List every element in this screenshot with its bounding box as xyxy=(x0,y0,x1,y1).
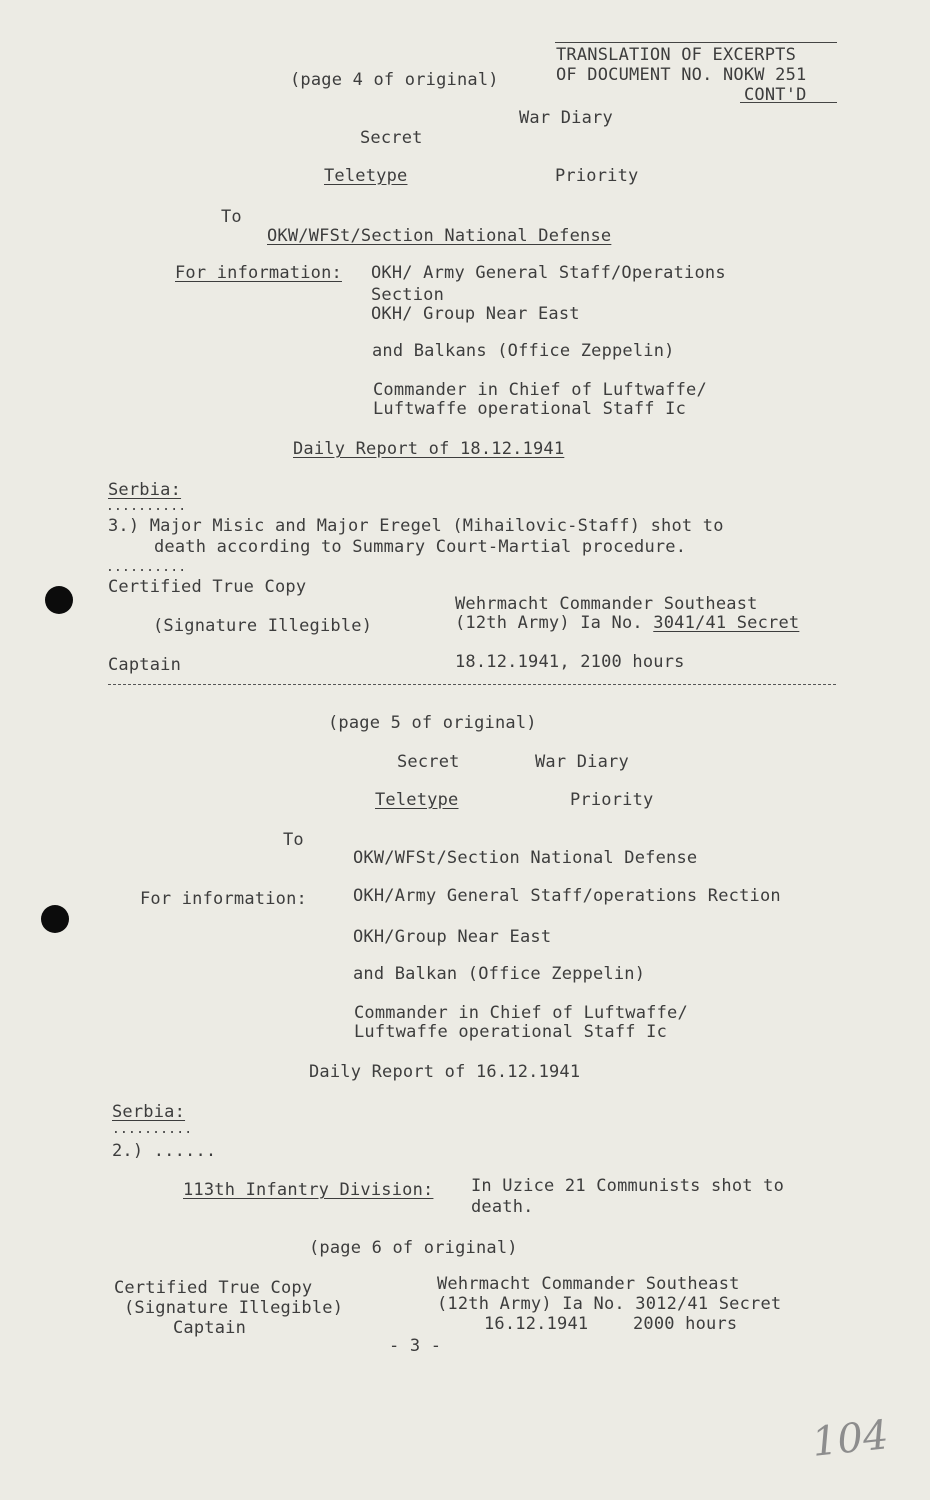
to-label: To xyxy=(283,830,304,850)
info-line: Luftwaffe operational Staff Ic xyxy=(354,1022,668,1042)
info-line: OKH/Group Near East xyxy=(353,927,552,947)
item-text: 2.) ...... xyxy=(112,1141,217,1161)
info-line: Commander in Chief of Luftwaffe/ xyxy=(373,380,707,400)
priority-label: Priority xyxy=(555,166,639,186)
report-title: Daily Report of 18.12.1941 xyxy=(293,439,565,459)
info-line: and Balkan (Office Zeppelin) xyxy=(353,964,646,984)
war-diary-label: War Diary xyxy=(519,108,613,128)
recipient: OKW/WFSt/Section National Defense xyxy=(267,226,612,246)
priority-label: Priority xyxy=(570,790,654,810)
info-label: For information: xyxy=(140,889,307,909)
region-label: Serbia: xyxy=(108,480,182,500)
ellipsis-dots: .......... xyxy=(112,1122,193,1137)
report-date: 16.12.1941 xyxy=(484,1314,589,1334)
item-text-line1: 3.) Major Misic and Major Eregel (Mihailovic-Staff) shot to xyxy=(108,516,724,536)
info-label: For information: xyxy=(175,263,342,283)
commander: Wehrmacht Commander Southeast xyxy=(437,1274,740,1294)
translation-title-line3: CONT'D xyxy=(744,85,807,105)
secret-label: Secret xyxy=(397,752,460,772)
ellipsis-dots: .......... xyxy=(106,499,187,514)
to-label: To xyxy=(221,207,242,227)
certified-copy: Certified True Copy xyxy=(108,577,307,597)
handwritten-page-number: 104 xyxy=(809,1412,891,1466)
section-divider xyxy=(108,684,836,685)
certified-copy: Certified True Copy xyxy=(114,1278,313,1298)
item-text-line2: death according to Summary Court-Martial procedure. xyxy=(154,537,687,557)
report-hours: 2000 hours xyxy=(633,1314,738,1334)
page-reference: (page 4 of original) xyxy=(290,70,499,90)
teletype-label: Teletype xyxy=(324,166,408,186)
army-reference: (12th Army) Ia No. 3012/41 Secret xyxy=(437,1294,782,1314)
army-reference xyxy=(455,613,799,633)
division-label: 113th Infantry Division: xyxy=(183,1180,434,1200)
page-reference: (page 5 of original) xyxy=(328,713,537,733)
header-top-rule xyxy=(555,42,837,43)
signature: (Signature Illegible) xyxy=(124,1298,344,1318)
army-reference-number: 3041/41 Secret xyxy=(653,613,800,633)
region-label: Serbia: xyxy=(112,1102,186,1122)
info-line: OKH/ Army General Staff/Operations xyxy=(371,263,726,283)
header-bottom-rule xyxy=(740,102,837,103)
info-line: OKH/ Group Near East xyxy=(371,304,580,324)
division-text-line2: death. xyxy=(471,1197,534,1217)
teletype-label: Teletype xyxy=(375,790,459,810)
ellipsis-dots: .......... xyxy=(106,560,187,575)
info-line: Section xyxy=(371,285,445,305)
translation-title-line1: TRANSLATION OF EXCERPTS xyxy=(556,45,797,65)
report-title: Daily Report of 16.12.1941 xyxy=(309,1062,581,1082)
info-line: Luftwaffe operational Staff Ic xyxy=(373,399,687,419)
page-reference: (page 6 of original) xyxy=(309,1238,518,1258)
translation-title-line2: OF DOCUMENT NO. NOKW 251 xyxy=(556,65,807,85)
division-text-line1: In Uzice 21 Communists shot to xyxy=(471,1176,785,1196)
recipient: OKW/WFSt/Section National Defense xyxy=(353,848,698,868)
page-number: - 3 - xyxy=(389,1336,442,1356)
army-reference-prefix: (12th Army) Ia No. xyxy=(455,613,654,633)
war-diary-label: War Diary xyxy=(535,752,629,772)
rank: Captain xyxy=(108,655,182,675)
rank: Captain xyxy=(173,1318,247,1338)
commander: Wehrmacht Commander Southeast xyxy=(455,594,758,614)
info-line: Commander in Chief of Luftwaffe/ xyxy=(354,1003,688,1023)
signature: (Signature Illegible) xyxy=(153,616,373,636)
report-datetime: 18.12.1941, 2100 hours xyxy=(455,652,685,672)
info-line: and Balkans (Office Zeppelin) xyxy=(372,341,675,361)
punch-hole xyxy=(45,586,73,614)
punch-hole xyxy=(41,905,69,933)
info-line: OKH/Army General Staff/operations Rection xyxy=(353,886,781,906)
secret-label: Secret xyxy=(360,128,423,148)
